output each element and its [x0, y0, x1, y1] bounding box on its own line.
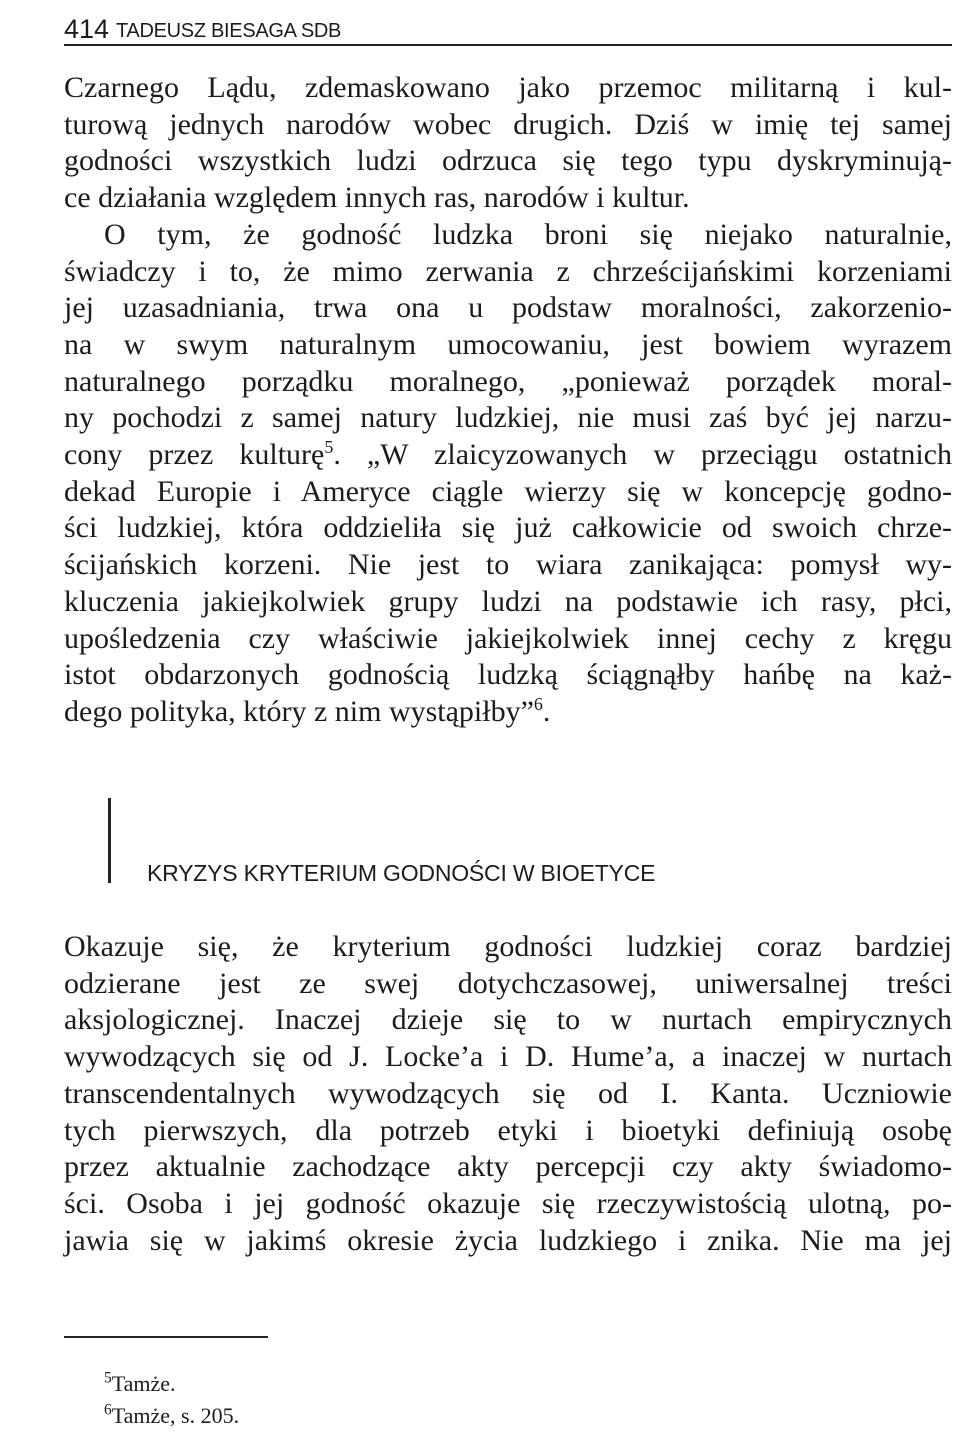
running-header: [64, 10, 952, 46]
footnote-ref-6: 6: [533, 693, 543, 714]
text-line: jej uzasadniania, trwa ona u podstaw moralności, zakorzenio-: [64, 291, 952, 325]
text-line: turową jednych narodów wobec drugich. Dziś w imię tej samej: [64, 107, 952, 141]
footnote-item: [104, 1400, 239, 1432]
text-line: ści. Osoba i jej godność okazuje się rzeczywistością ulotną, po-: [64, 1186, 952, 1220]
footnotes: [104, 1368, 239, 1432]
page-number: 414: [64, 14, 110, 44]
footnote-text: Tamże, s. 205.: [111, 1403, 240, 1428]
footnote-separator: [64, 1336, 268, 1338]
text-fragment: cony przez kulturę: [64, 438, 325, 472]
paragraph-2: [64, 929, 952, 1259]
text-line: godności wszystkich ludzi odrzuca się tego typu dyskryminują-: [64, 144, 952, 178]
text-line: ścijańskich korzeni. Nie jest to wiara zanikająca: pomysł wy-: [64, 548, 952, 582]
text-line: naturalnego porządku moralnego, „ponieważ porządek moral-: [64, 364, 952, 398]
text-line: aksjologicznej. Inaczej dzieje się to w nurtach empirycznych: [64, 1003, 952, 1037]
section-heading: KRYZYS KRYTERIUM GODNOŚCI W BIOETYCE: [147, 860, 656, 886]
text-line: ny pochodzi z samej natury ludzkiej, nie musi zaś być jej narzu-: [64, 401, 952, 435]
text-line: upośledzenia czy właściwie jakiejkolwiek innej cechy z kręgu: [64, 621, 952, 655]
section-marker-rule: [108, 798, 111, 883]
text-line: ści ludzkiej, która oddzieliła się już całkowicie od swoich chrze-: [64, 511, 952, 545]
text-line: transcendentalnych wywodzących się od I. Kanta. Uczniowie: [64, 1076, 952, 1110]
text-line: jawia się w jakimś okresie życia ludzkiego i znika. Nie ma jej: [64, 1223, 952, 1257]
paragraph-1: [64, 70, 952, 731]
footnote-ref-5: 5: [324, 437, 334, 458]
text-fragment: dego polityka, który z nim wystąpiłby”: [64, 694, 534, 728]
text-line: istot obdarzonych godnością ludzką ściągnąłby hańbę na każ-: [64, 658, 952, 692]
text-fragment: .: [542, 694, 551, 728]
footnote-number: 6: [104, 1401, 112, 1419]
text-line: przez aktualnie zachodzące akty percepcji czy akty świadomo-: [64, 1150, 952, 1184]
text-line: Czarnego Lądu, zdemaskowano jako przemoc militarną i kul-: [64, 71, 952, 104]
text-line: kluczenia jakiejkolwiek grupy ludzi na podstawie ich rasy, płci,: [64, 584, 952, 618]
text-line: odzierane jest ze swej dotychczasowej, uniwersalnej treści: [64, 966, 952, 1000]
text-line: O tym, że godność ludzka broni się niejako naturalnie,: [104, 217, 952, 251]
running-head-author: TADEUSZ BIESAGA SDB: [116, 20, 342, 42]
text-line: ce działania względem innych ras, narodów i kultur.: [64, 181, 690, 215]
text-line: wywodzących się od J. Locke’a i D. Hume’a, a inaczej w nurtach: [64, 1040, 952, 1074]
text-line: na w swym naturalnym umocowaniu, jest bowiem wyrazem: [64, 327, 952, 361]
text-line: tych pierwszych, dla potrzeb etyki i bioetyki definiują osobę: [64, 1113, 952, 1147]
text-line: dekad Europie i Ameryce ciągle wierzy się w koncepcję godno-: [64, 474, 952, 508]
text-line: świadczy i to, że mimo zerwania z chrześcijańskimi korzeniami: [64, 254, 952, 288]
footnote-text: Tamże.: [111, 1371, 176, 1396]
footnote-number: 5: [104, 1369, 112, 1387]
text-line-with-footnote: [64, 694, 952, 731]
text-line: Okazuje się, że kryterium godności ludzkiej coraz bardziej: [64, 930, 952, 963]
text-line-with-footnote: [64, 437, 952, 474]
text-fragment: . „W zlaicyzowanych w przeciągu ostatnich: [333, 438, 952, 472]
footnote-item: [104, 1368, 239, 1400]
